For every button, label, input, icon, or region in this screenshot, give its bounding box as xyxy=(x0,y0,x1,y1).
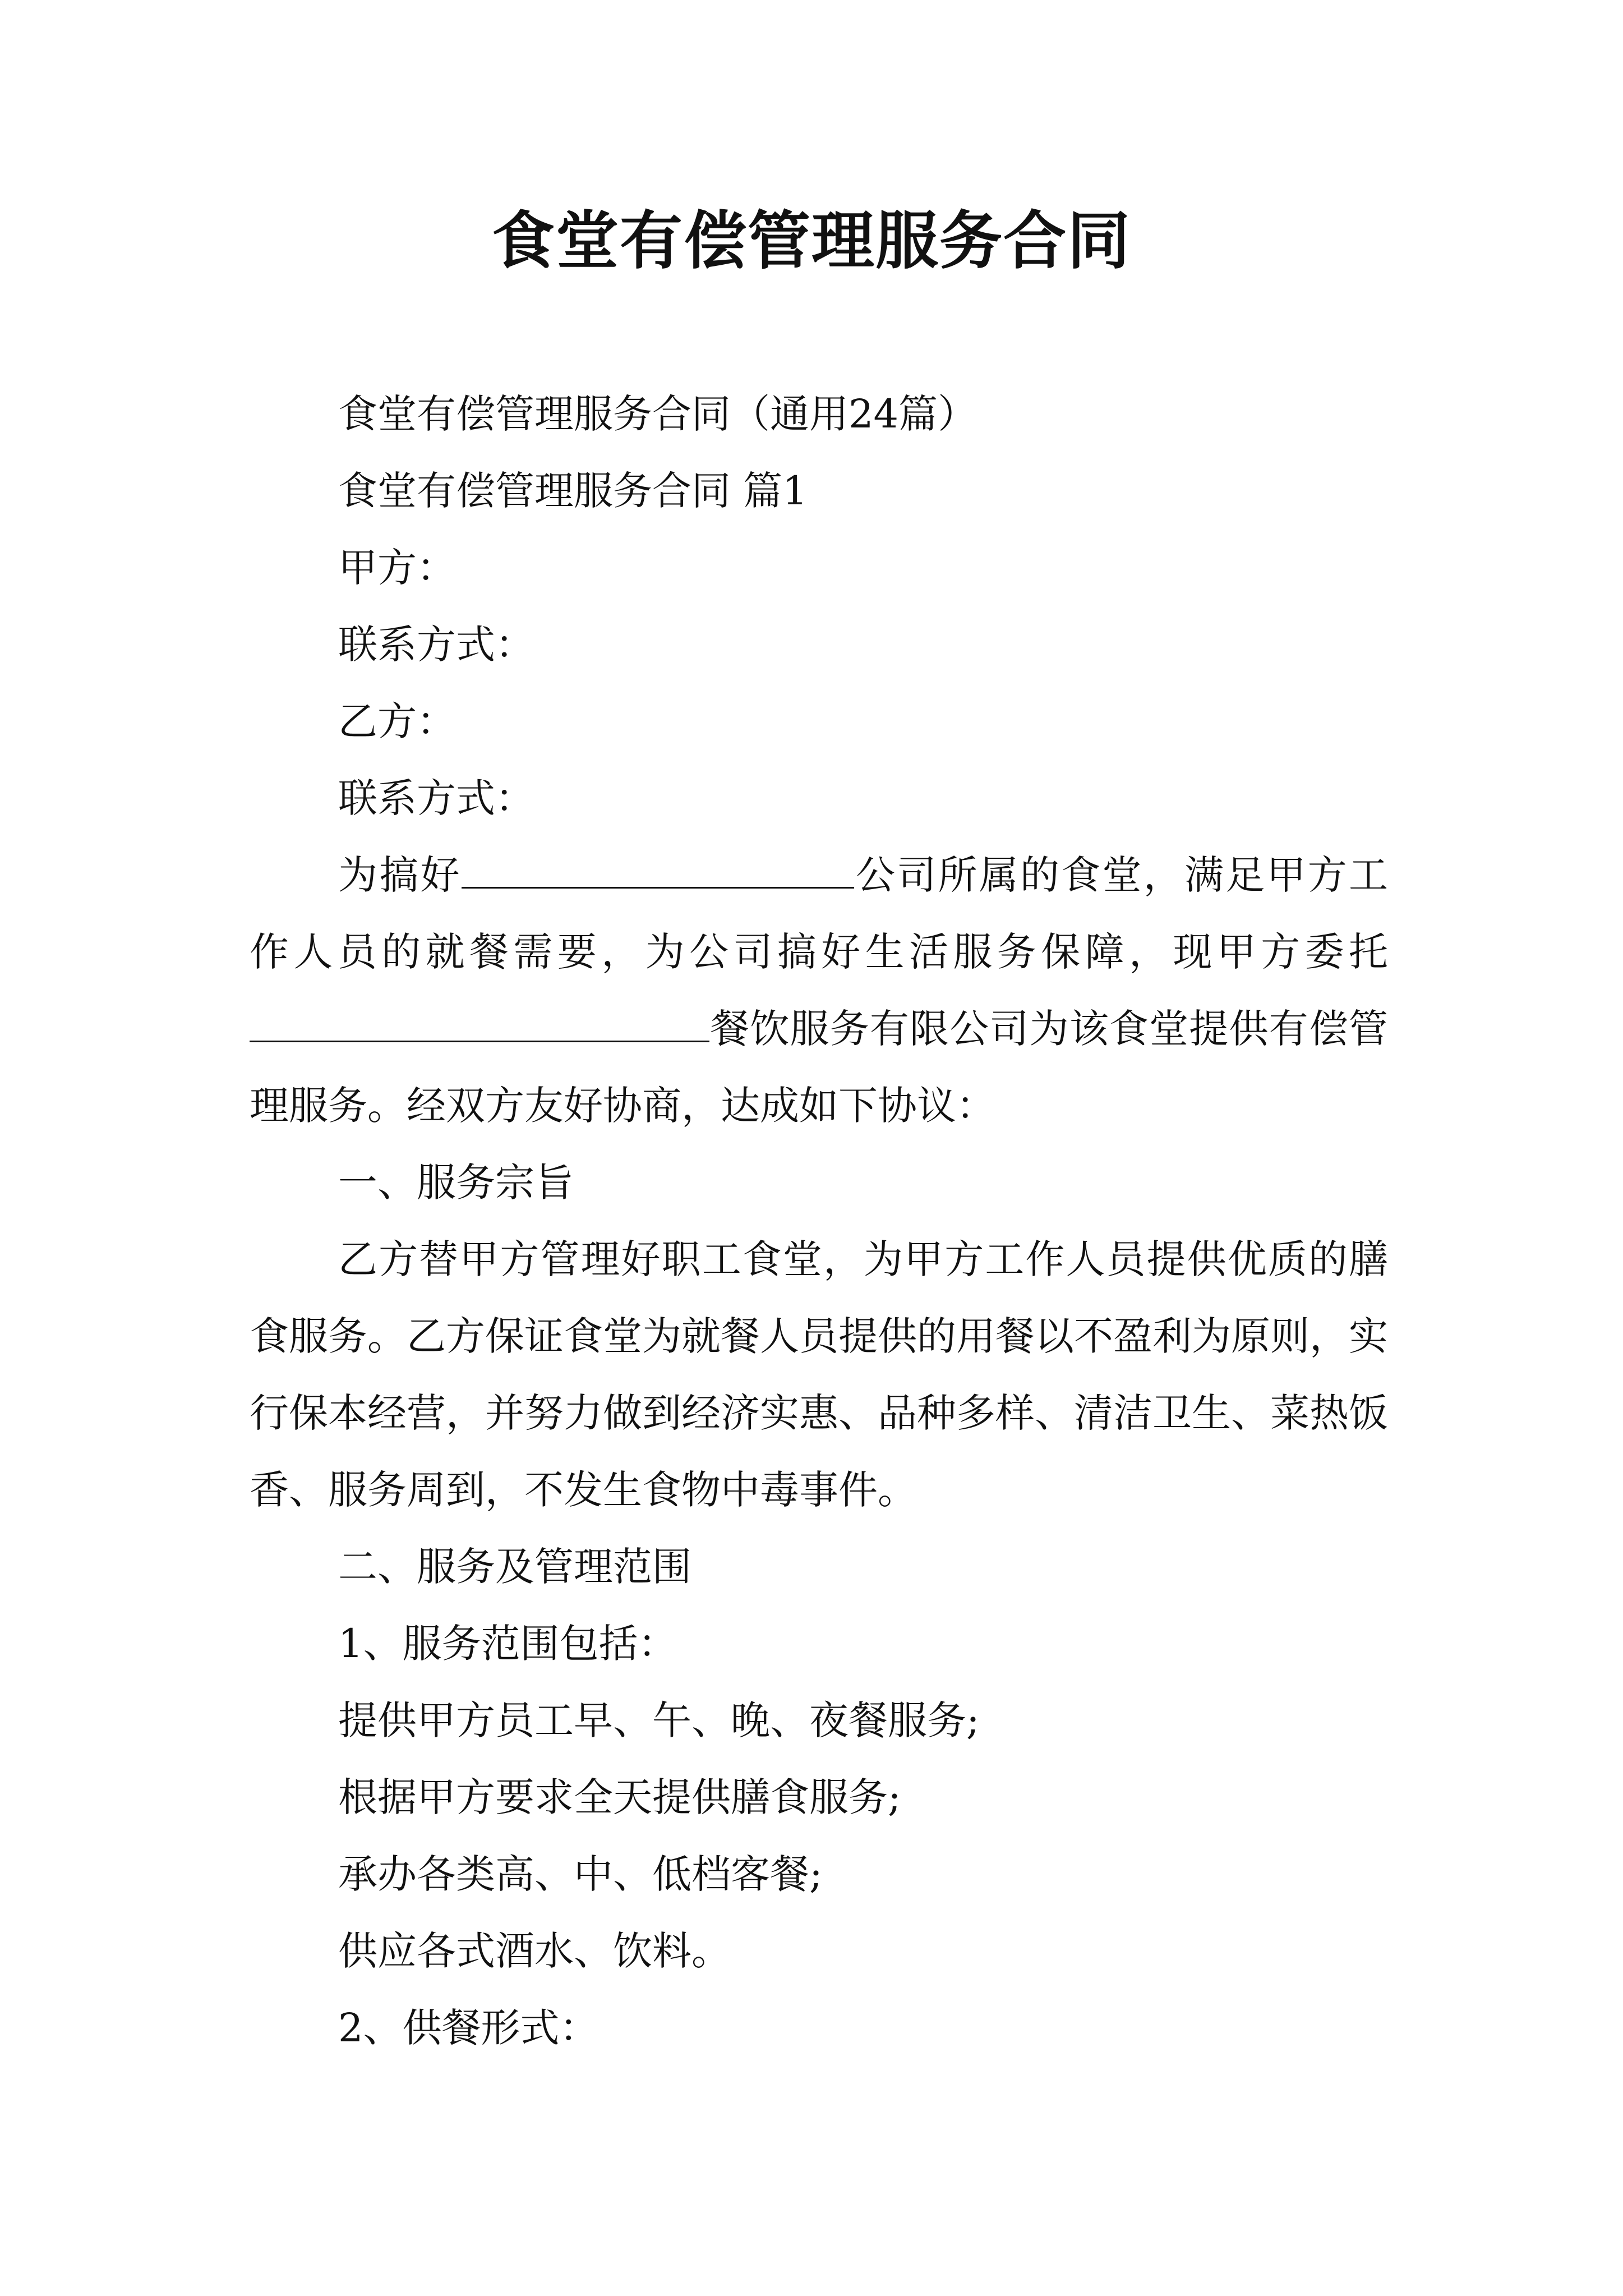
paragraph-subtitle: 食堂有偿管理服务合同（通用24篇） xyxy=(338,391,978,437)
party-a-label: 甲方： xyxy=(338,545,456,591)
intro-text-1: 为搞好 xyxy=(338,852,462,898)
scope-item: 根据甲方要求全天提供膳食服务; xyxy=(338,1774,901,1820)
paragraph-part-heading: 食堂有偿管理服务合同 篇1 xyxy=(338,468,808,514)
catering-company-blank xyxy=(250,1001,709,1042)
scope-item: 承办各类高、中、低档客餐; xyxy=(338,1851,823,1897)
document-body xyxy=(250,376,1388,2067)
intro-paragraph xyxy=(250,837,1388,1144)
scope-item: 提供甲方员工早、午、晚、夜餐服务; xyxy=(338,1697,980,1743)
document-title: 食堂有偿管理服务合同 xyxy=(492,204,1131,278)
section-heading-purpose: 一、服务宗旨 xyxy=(338,1159,574,1205)
scope-item-heading: 1、服务范围包括： xyxy=(338,1621,677,1667)
party-a-contact-label: 联系方式： xyxy=(338,622,534,668)
company-name-blank xyxy=(462,848,854,889)
intro-text-3: 餐饮服务有限公司为该食堂提供有偿管理服务。经双方友好协商，达成如下协议： xyxy=(250,1006,1388,1129)
scope-item: 供应各式酒水、饮料。 xyxy=(338,1928,731,1974)
purpose-paragraph: 乙方替甲方管理好职工食堂，为甲方工作人员提供优质的膳食服务。乙方保证食堂为就餐人员提供的用餐以不盈利为原则，实行保本经营，并努力做到经济实惠、品种多样、清洁卫生、菜热饭香、服务周到，不发生食物中毒事件。 xyxy=(250,1236,1388,1513)
meal-form-heading: 2、供餐形式： xyxy=(338,2005,599,2051)
section-heading-scope: 二、服务及管理范围 xyxy=(338,1544,691,1590)
party-b-label: 乙方： xyxy=(338,698,456,744)
intro-text-2: 公司所属的食堂，满足甲方工作人员的就餐需要，为公司搞好生活服务保障，现甲方委托 xyxy=(250,852,1388,975)
party-b-contact-label: 联系方式： xyxy=(338,775,534,821)
